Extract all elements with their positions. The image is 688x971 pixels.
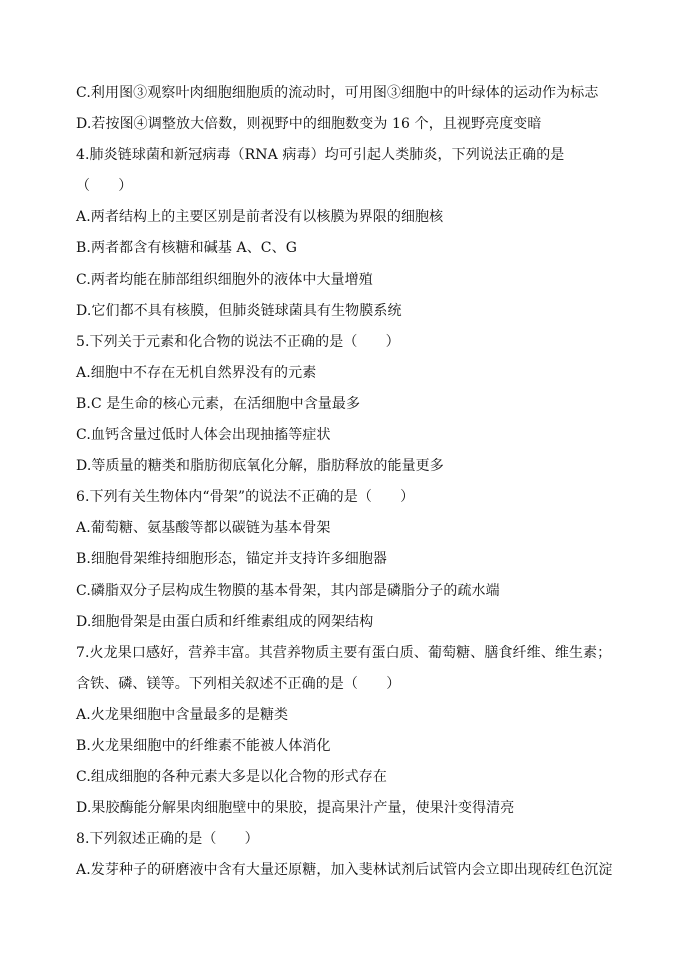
question-4-blank: （ ） [76, 178, 133, 195]
text-line: D.若按图④调整放大倍数，则视野中的细胞数变为 16 个，且视野亮度变暗 [76, 116, 542, 133]
question-5-option-d: D.等质量的糖类和脂肪彻底氧化分解，脂肪释放的能量更多 [76, 458, 444, 475]
question-4-option-d: D.它们都不具有核膜，但肺炎链球菌具有生物膜系统 [76, 302, 402, 319]
question-7-stem: 7.火龙果口感好，营养丰富。其营养物质主要有蛋白质、葡萄糖、膳食纤维、维生素； [76, 644, 612, 661]
question-6-stem: 6.下列有关生物体内“骨架”的说法不正确的是（ ） [76, 489, 415, 506]
question-6-option-b: B.细胞骨架维持细胞形态，锚定并支持许多细胞器 [76, 551, 388, 568]
question-7-option-a: A.火龙果细胞中含量最多的是糖类 [76, 706, 289, 723]
question-8-stem: 8.下列叙述正确的是（ ） [76, 831, 259, 848]
question-5-option-b: B.C 是生命的核心元素，在活细胞中含量最多 [76, 395, 361, 412]
question-6-option-d: D.细胞骨架是由蛋白质和纤维素组成的网架结构 [76, 613, 374, 630]
text-line: C.利用图③观察叶肉细胞细胞质的流动时，可用图③细胞中的叶绿体的运动作为标志 [76, 85, 599, 101]
question-4-option-b: B.两者都含有核糖和碱基 A、C、G [76, 240, 297, 257]
question-4-option-a: A.两者结构上的主要区别是前者没有以核膜为界限的细胞核 [76, 209, 444, 226]
question-7-stem-cont: 含铁、磷、镁等。下列相关叙述不正确的是（ ） [76, 675, 401, 692]
text-body [76, 78, 616, 886]
question-8-option-a: A.发芽种子的研磨液中含有大量还原糖，加入斐林试剂后试管内会立即出现砖红色沉淀 [76, 862, 613, 879]
question-6-option-c: C.磷脂双分子层构成生物膜的基本骨架，其内部是磷脂分子的疏水端 [76, 582, 500, 599]
question-7-option-c: C.组成细胞的各种元素大多是以化合物的形式存在 [76, 769, 387, 786]
question-4-option-c: C.两者均能在肺部组织细胞外的液体中大量增殖 [76, 271, 373, 288]
question-6-option-a: A.葡萄糖、氨基酸等都以碳链为基本骨架 [76, 520, 331, 537]
question-5-option-c: C.血钙含量过低时人体会出现抽搐等症状 [76, 427, 331, 444]
question-7-option-d: D.果胶酶能分解果肉细胞壁中的果胶，提高果汁产量，使果汁变得清亮 [76, 800, 515, 817]
question-4-stem: 4.肺炎链球菌和新冠病毒（RNA 病毒）均可引起人类肺炎，下列说法正确的是 [76, 147, 565, 164]
question-5-stem: 5.下列关于元素和化合物的说法不正确的是（ ） [76, 333, 400, 350]
question-7-option-b: B.火龙果细胞中的纤维素不能被人体消化 [76, 737, 331, 754]
question-5-option-a: A.细胞中不存在无机自然界没有的元素 [76, 364, 317, 381]
